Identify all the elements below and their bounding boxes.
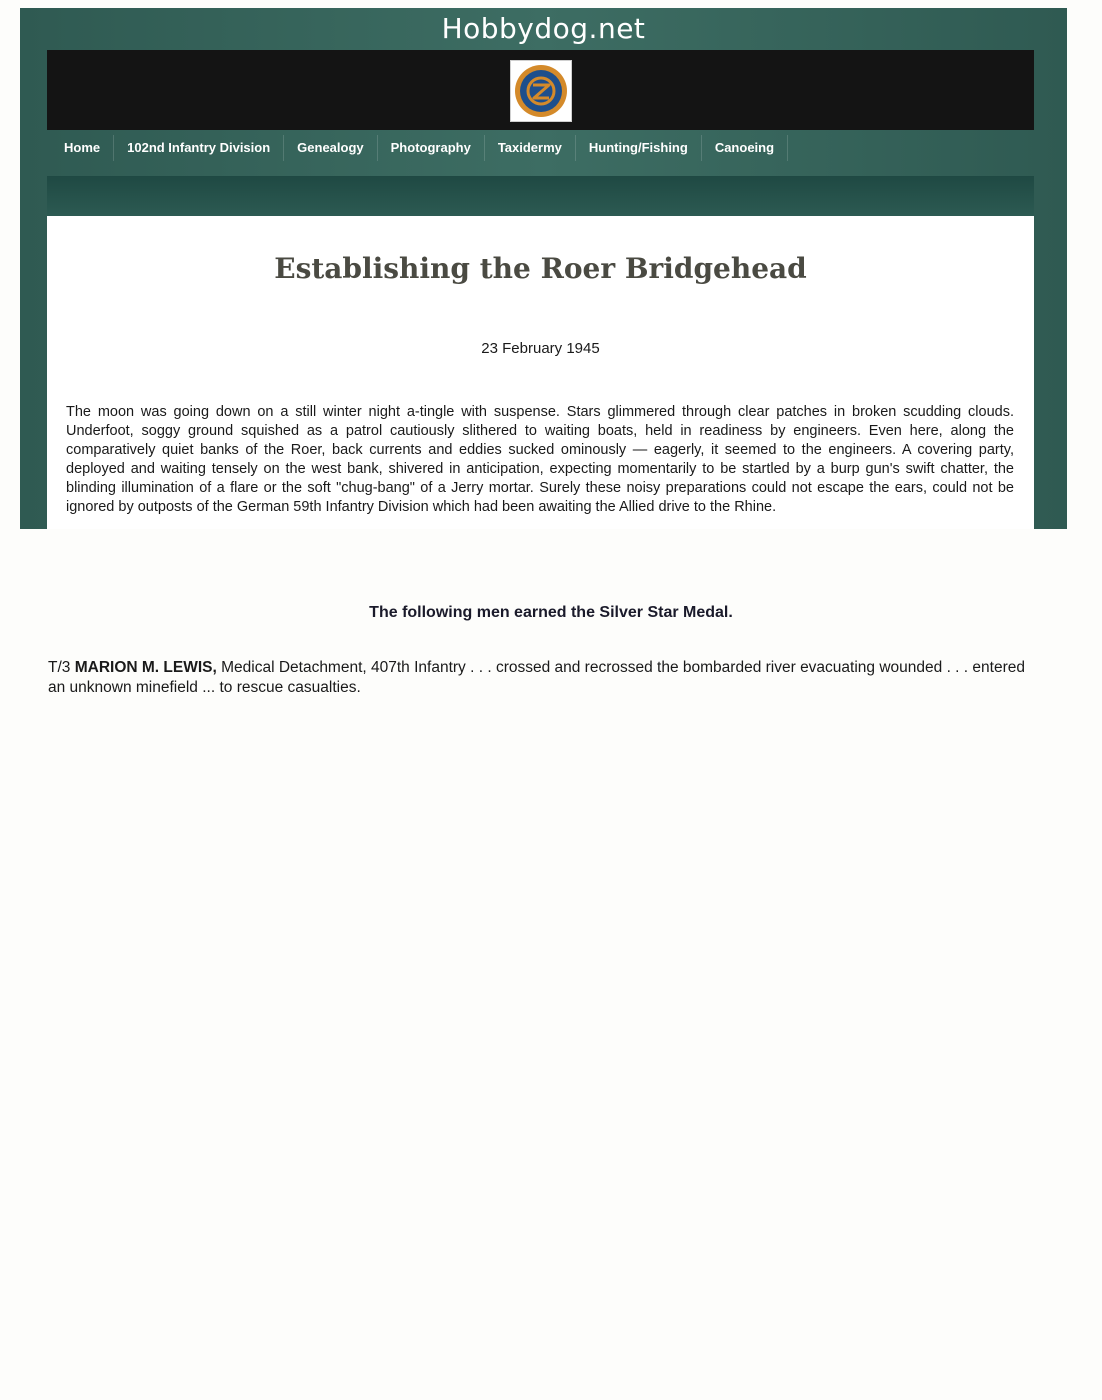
nav-item-canoeing[interactable]: Canoeing bbox=[702, 135, 788, 161]
nav-bar-lower bbox=[47, 176, 1034, 216]
nav-item-photography[interactable]: Photography bbox=[378, 135, 485, 161]
main-nav bbox=[47, 130, 1034, 166]
nav-item-taxidermy[interactable]: Taxidermy bbox=[485, 135, 576, 161]
nav-item-hunting-fishing[interactable]: Hunting/Fishing bbox=[576, 135, 702, 161]
award-name: MARION M. LEWIS, bbox=[74, 659, 217, 676]
logo-ring bbox=[515, 65, 567, 117]
award-entry bbox=[48, 658, 1038, 698]
site-frame bbox=[20, 8, 1067, 529]
award-rank: T/3 bbox=[48, 659, 71, 676]
nav-item-home[interactable]: Home bbox=[51, 135, 114, 161]
division-logo[interactable] bbox=[510, 60, 572, 122]
oz-emblem-icon bbox=[524, 74, 558, 108]
content-box bbox=[47, 216, 1034, 529]
award-citation: Medical Detachment, 407th Infantry . . . crossed and recrossed the bombarded river evacuating wounded . . . entered an unknown minefield ... to rescue casualties. bbox=[48, 659, 1025, 696]
article-date: 23 February 1945 bbox=[481, 340, 600, 357]
nav-item-102nd-infantry-division[interactable]: 102nd Infantry Division bbox=[114, 135, 284, 161]
site-title[interactable]: Hobbydog.net bbox=[441, 12, 646, 45]
page-title: Establishing the Roer Bridgehead bbox=[274, 252, 807, 285]
intro-paragraph: The moon was going down on a still winter night a-tingle with suspense. Stars glimmered through clear patches in broken scudding clouds. Underfoot, soggy ground squished as a patrol cautiously slithered to waiting boats, held in readiness by engineers. Even here, along the comparatively quiet banks of the Roer, back currents and eddies sucked ominously — eagerly, it seemed to the engineers. A covering party, deployed and waiting tensely on the west bank, shivered in anticipation, expecting momentarily to be startled by a burp gun's swift chatter, the blinding illumination of a flare or the soft "chug-bang" of a Jerry mortar. Surely these noisy preparations could not escape the ears, could not be ignored by outposts of the German 59th Infantry Division which had been awaiting the Allied drive to the Rhine. bbox=[66, 404, 1014, 515]
nav-item-genealogy[interactable]: Genealogy bbox=[284, 135, 377, 161]
header-banner bbox=[47, 50, 1034, 130]
logo-emblem-icon bbox=[520, 70, 562, 112]
awards-heading: The following men earned the Silver Star Medal. bbox=[369, 604, 733, 621]
